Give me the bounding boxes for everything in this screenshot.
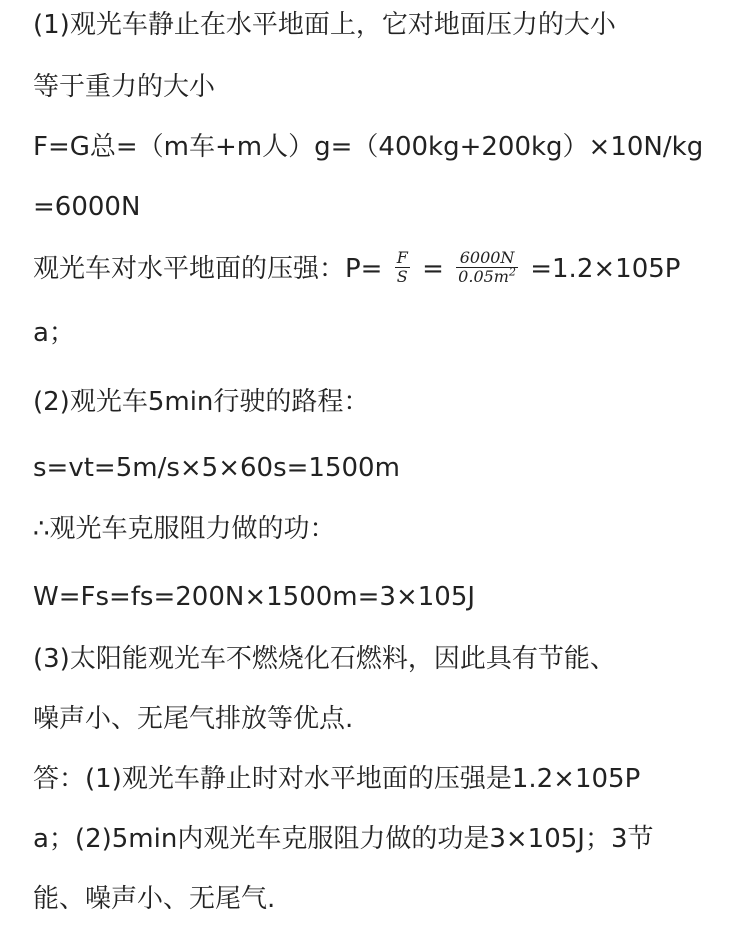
line-15: 能、噪声小、无尾气. — [33, 884, 276, 914]
line-1: (1)观光车静止在水平地面上，它对地面压力的大小 — [33, 10, 616, 40]
fraction-denominator: S — [396, 267, 408, 286]
line-3: F=G总=（m车+m人）g=（400kg+200kg）×10N/kg — [33, 132, 704, 162]
line-5-pressure-formula — [33, 248, 681, 286]
line-2: 等于重力的大小 — [33, 72, 216, 102]
line-12: 噪声小、无尾气排放等优点. — [33, 704, 354, 734]
fraction-numerator: F — [396, 248, 408, 267]
line-8: s=vt=5m/s×5×60s=1500m — [33, 453, 400, 483]
line-7: (2)观光车5min行驶的路程： — [33, 387, 370, 417]
line-14: a；(2)5min内观光车克服阻力做的功是3×105J；3节 — [33, 824, 654, 854]
denominator-base: 0.05m — [458, 267, 509, 286]
fraction-f-over-s — [395, 249, 410, 286]
line-4: =6000N — [33, 192, 141, 222]
line-10: W=Fs=fs=200N×1500m=3×105J — [33, 582, 476, 612]
fraction-values — [456, 249, 518, 286]
fraction-numerator: 6000N — [456, 249, 518, 268]
equals-sign: = — [422, 254, 444, 284]
fraction-denominator — [456, 265, 518, 286]
line-6: a； — [33, 318, 75, 348]
pressure-prefix: 观光车对水平地面的压强：P= — [33, 254, 383, 284]
line-9: ∴观光车克服阻力做的功： — [33, 514, 336, 544]
line-11: (3)太阳能观光车不燃烧化石燃料，因此具有节能、 — [33, 644, 616, 674]
line-13: 答：(1)观光车静止时对水平地面的压强是1.2×105P — [33, 764, 641, 794]
pressure-result: =1.2×105P — [530, 254, 681, 284]
denominator-exponent: 2 — [508, 265, 516, 279]
